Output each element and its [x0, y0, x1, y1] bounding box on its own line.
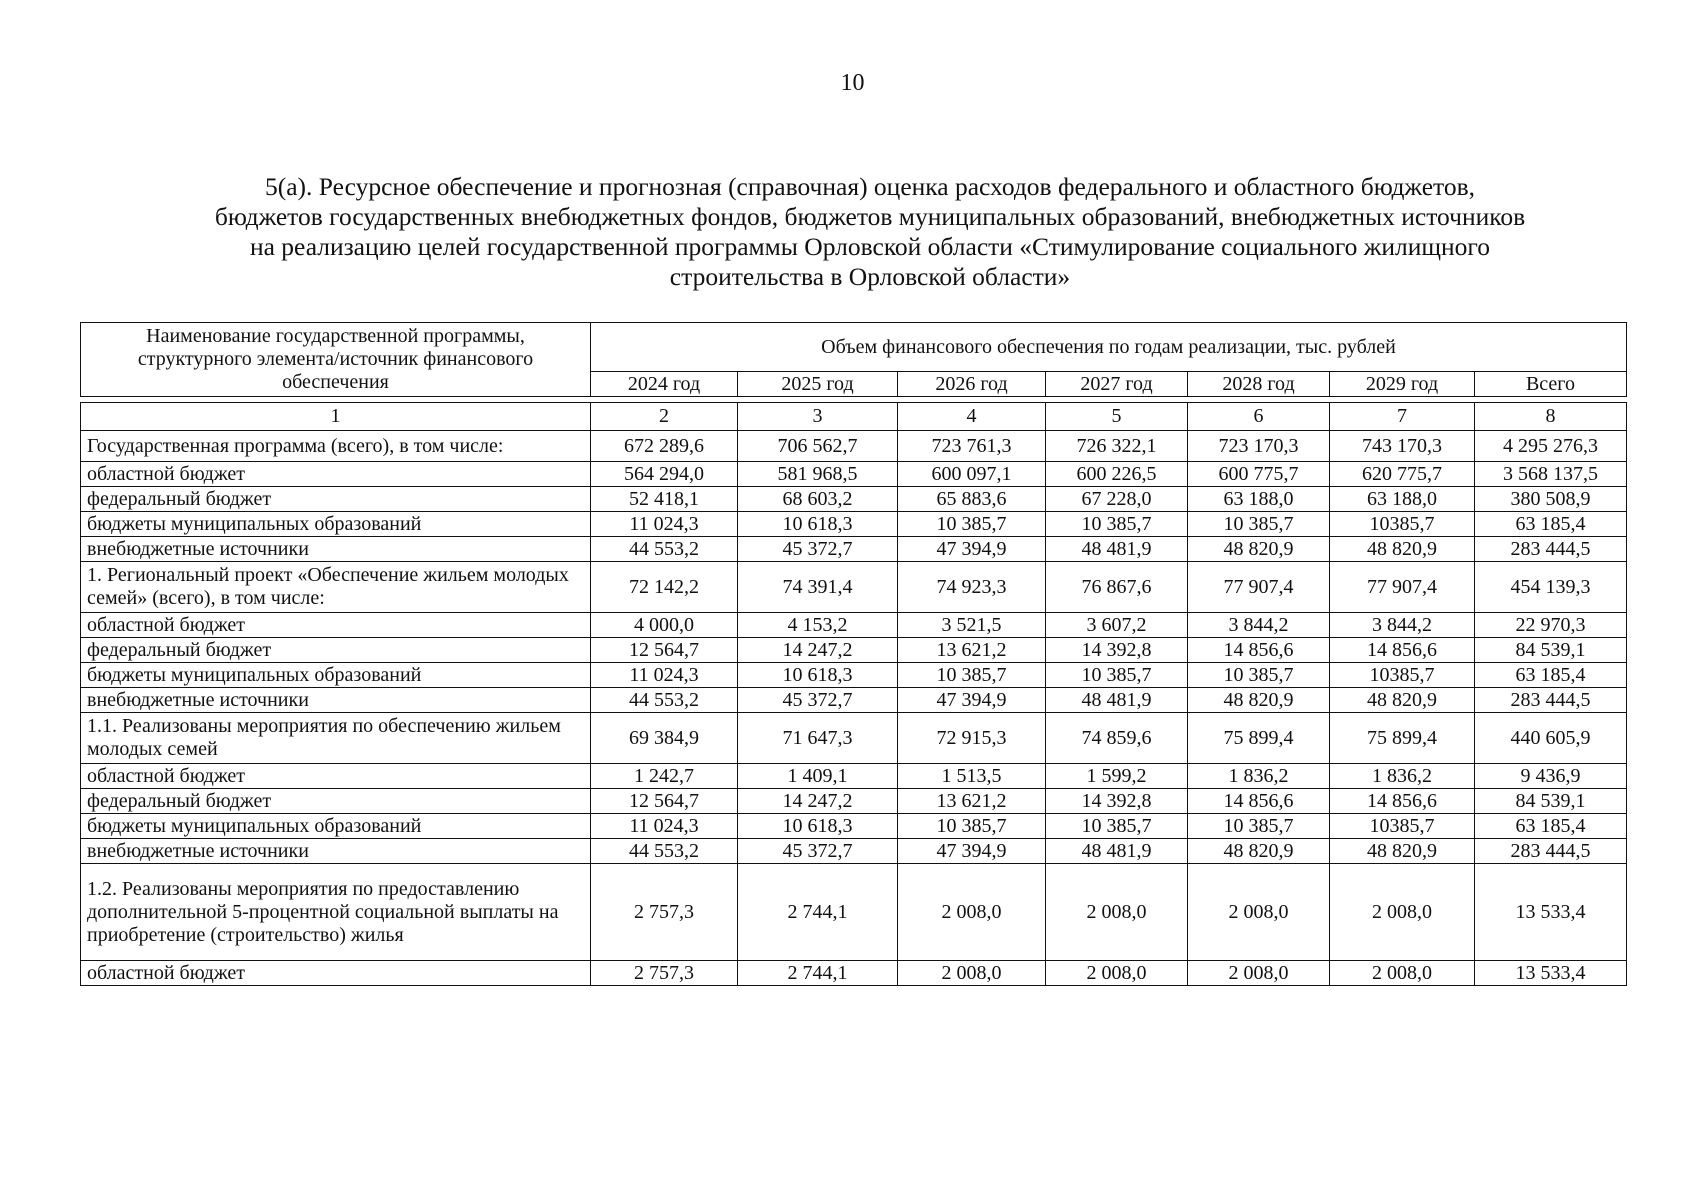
table-row: [81, 713, 1627, 764]
value-cell: 10 385,7: [1188, 814, 1330, 839]
column-index: 3: [738, 403, 898, 431]
value-cell: 14 247,2: [738, 789, 898, 814]
value-cell: 74 859,6: [1046, 713, 1188, 764]
value-cell: 10 385,7: [1046, 663, 1188, 688]
row-total-cell: 440 605,9: [1475, 713, 1627, 764]
row-label: Государственная программа (всего), в том числе:: [81, 431, 591, 462]
value-cell: 44 553,2: [591, 839, 738, 864]
value-cell: 1 836,2: [1330, 764, 1475, 789]
value-cell: 13 621,2: [898, 638, 1046, 663]
value-cell: 77 907,4: [1330, 562, 1475, 613]
value-cell: 600 775,7: [1188, 462, 1330, 487]
row-label: 1.1. Реализованы мероприятия по обеспечению жильем молодых семей: [81, 713, 591, 764]
value-cell: 564 294,0: [591, 462, 738, 487]
value-cell: 10 618,3: [738, 663, 898, 688]
row-total-cell: 63 185,4: [1475, 512, 1627, 537]
value-cell: 48 820,9: [1330, 537, 1475, 562]
value-cell: 48 820,9: [1330, 688, 1475, 713]
row-label: внебюджетные источники: [81, 839, 591, 864]
row-total-cell: 84 539,1: [1475, 789, 1627, 814]
value-cell: 48 820,9: [1188, 688, 1330, 713]
value-cell: 2 008,0: [1188, 864, 1330, 961]
value-cell: 3 607,2: [1046, 613, 1188, 638]
value-cell: 10 385,7: [1188, 663, 1330, 688]
table-row: [81, 462, 1627, 487]
title-line: на реализацию целей государственной программы Орловской области «Стимулирование социального жилищного: [249, 232, 1491, 261]
value-cell: 2 008,0: [898, 961, 1046, 986]
row-total-cell: 3 568 137,5: [1475, 462, 1627, 487]
value-cell: 75 899,4: [1330, 713, 1475, 764]
value-cell: 11 024,3: [591, 663, 738, 688]
value-cell: 48 481,9: [1046, 688, 1188, 713]
value-cell: 3 844,2: [1188, 613, 1330, 638]
year-header-2028: 2028 год: [1188, 372, 1330, 397]
value-cell: 52 418,1: [591, 487, 738, 512]
value-cell: 77 907,4: [1188, 562, 1330, 613]
row-label: бюджеты муниципальных образований: [81, 663, 591, 688]
value-cell: 600 226,5: [1046, 462, 1188, 487]
value-cell: 3 844,2: [1330, 613, 1475, 638]
value-cell: 581 968,5: [738, 462, 898, 487]
table-row: [81, 512, 1627, 537]
value-cell: 4 000,0: [591, 613, 738, 638]
value-cell: 13 621,2: [898, 789, 1046, 814]
value-cell: 72 915,3: [898, 713, 1046, 764]
name-column-header: Наименование государственной программы, структурного элемента/источник финансового обеспечения: [81, 323, 591, 397]
row-total-cell: 283 444,5: [1475, 688, 1627, 713]
year-header-2024: 2024 год: [591, 372, 738, 397]
table-row: [81, 688, 1627, 713]
year-header-2025: 2025 год: [738, 372, 898, 397]
value-cell: 47 394,9: [898, 537, 1046, 562]
value-cell: 14 247,2: [738, 638, 898, 663]
value-cell: 44 553,2: [591, 537, 738, 562]
column-index: 7: [1330, 403, 1475, 431]
row-label: областной бюджет: [81, 764, 591, 789]
value-cell: 10 385,7: [1046, 814, 1188, 839]
row-total-cell: 380 508,9: [1475, 487, 1627, 512]
value-cell: 47 394,9: [898, 839, 1046, 864]
title-line: строительства в Орловской области»: [669, 262, 1071, 291]
row-total-cell: 63 185,4: [1475, 663, 1627, 688]
year-header-2029: 2029 год: [1330, 372, 1475, 397]
value-cell: 48 820,9: [1188, 839, 1330, 864]
value-cell: 10 618,3: [738, 512, 898, 537]
value-cell: 44 553,2: [591, 688, 738, 713]
column-index: 2: [591, 403, 738, 431]
value-cell: 672 289,6: [591, 431, 738, 462]
row-label: 1. Региональный проект «Обеспечение жильем молодых семей» (всего), в том числе:: [81, 562, 591, 613]
value-cell: 2 008,0: [1330, 961, 1475, 986]
table-row: [81, 487, 1627, 512]
table-row: [81, 537, 1627, 562]
row-label: федеральный бюджет: [81, 638, 591, 663]
value-cell: 2 008,0: [1046, 864, 1188, 961]
value-cell: 14 392,8: [1046, 789, 1188, 814]
value-cell: 14 856,6: [1188, 789, 1330, 814]
table-row: [81, 839, 1627, 864]
table-row: [81, 431, 1627, 462]
row-total-cell: 283 444,5: [1475, 839, 1627, 864]
value-cell: 1 599,2: [1046, 764, 1188, 789]
value-cell: 10385,7: [1330, 663, 1475, 688]
value-cell: 45 372,7: [738, 688, 898, 713]
value-cell: 45 372,7: [738, 537, 898, 562]
column-index: 6: [1188, 403, 1330, 431]
value-cell: 600 097,1: [898, 462, 1046, 487]
title-line: 5(а). Ресурсное обеспечение и прогнозная (справочная) оценка расходов федерального и областного бюджетов,: [264, 172, 1476, 201]
row-total-cell: 13 533,4: [1475, 864, 1627, 961]
column-index: 4: [898, 403, 1046, 431]
value-cell: 14 856,6: [1330, 638, 1475, 663]
value-cell: 10 618,3: [738, 814, 898, 839]
value-cell: 10385,7: [1330, 814, 1475, 839]
table-row: [81, 663, 1627, 688]
value-cell: 2 008,0: [1188, 961, 1330, 986]
value-cell: 10 385,7: [898, 512, 1046, 537]
value-cell: 2 757,3: [591, 864, 738, 961]
table-row: [81, 814, 1627, 839]
value-cell: 4 153,2: [738, 613, 898, 638]
page-number: 10: [840, 70, 865, 96]
row-total-cell: 9 436,9: [1475, 764, 1627, 789]
value-cell: 2 744,1: [738, 864, 898, 961]
value-cell: 2 008,0: [898, 864, 1046, 961]
value-cell: 75 899,4: [1188, 713, 1330, 764]
row-total-cell: 22 970,3: [1475, 613, 1627, 638]
table-row: [81, 613, 1627, 638]
value-cell: 63 188,0: [1188, 487, 1330, 512]
value-cell: 12 564,7: [591, 638, 738, 663]
row-label: внебюджетные источники: [81, 537, 591, 562]
value-cell: 11 024,3: [591, 512, 738, 537]
row-total-cell: 454 139,3: [1475, 562, 1627, 613]
row-label: бюджеты муниципальных образований: [81, 512, 591, 537]
value-cell: 743 170,3: [1330, 431, 1475, 462]
value-cell: 68 603,2: [738, 487, 898, 512]
row-label: областной бюджет: [81, 961, 591, 986]
value-cell: 620 775,7: [1330, 462, 1475, 487]
value-cell: 11 024,3: [591, 814, 738, 839]
value-cell: 74 391,4: [738, 562, 898, 613]
value-cell: 726 322,1: [1046, 431, 1188, 462]
row-total-cell: 283 444,5: [1475, 537, 1627, 562]
value-cell: 67 228,0: [1046, 487, 1188, 512]
row-label: областной бюджет: [81, 613, 591, 638]
table-row: [81, 764, 1627, 789]
value-cell: 706 562,7: [738, 431, 898, 462]
value-cell: 45 372,7: [738, 839, 898, 864]
row-label: областной бюджет: [81, 462, 591, 487]
value-cell: 2 744,1: [738, 961, 898, 986]
value-cell: 1 242,7: [591, 764, 738, 789]
year-header-2027: 2027 год: [1046, 372, 1188, 397]
row-label: внебюджетные источники: [81, 688, 591, 713]
row-label: бюджеты муниципальных образований: [81, 814, 591, 839]
value-cell: 10 385,7: [898, 663, 1046, 688]
column-index: 1: [81, 403, 591, 431]
volume-header: Объем финансового обеспечения по годам реализации, тыс. рублей: [591, 323, 1627, 372]
value-cell: 72 142,2: [591, 562, 738, 613]
value-cell: 63 188,0: [1330, 487, 1475, 512]
value-cell: 14 856,6: [1330, 789, 1475, 814]
value-cell: 47 394,9: [898, 688, 1046, 713]
value-cell: 76 867,6: [1046, 562, 1188, 613]
value-cell: 10 385,7: [1188, 512, 1330, 537]
value-cell: 48 481,9: [1046, 537, 1188, 562]
value-cell: 65 883,6: [898, 487, 1046, 512]
table-row: [81, 864, 1627, 961]
column-index: 5: [1046, 403, 1188, 431]
value-cell: 10385,7: [1330, 512, 1475, 537]
table-row: [81, 789, 1627, 814]
budget-table: [80, 322, 1627, 986]
value-cell: 2 008,0: [1330, 864, 1475, 961]
value-cell: 48 481,9: [1046, 839, 1188, 864]
column-index-row: [81, 403, 1627, 431]
document-title: [90, 172, 1650, 292]
value-cell: 71 647,3: [738, 713, 898, 764]
value-cell: 48 820,9: [1330, 839, 1475, 864]
table-row: [81, 562, 1627, 613]
value-cell: 12 564,7: [591, 789, 738, 814]
value-cell: 3 521,5: [898, 613, 1046, 638]
value-cell: 1 409,1: [738, 764, 898, 789]
row-total-cell: 4 295 276,3: [1475, 431, 1627, 462]
table-row: [81, 638, 1627, 663]
title-line: бюджетов государственных внебюджетных фондов, бюджетов муниципальных образований, внебюджетных источников: [214, 202, 1526, 231]
row-label: федеральный бюджет: [81, 789, 591, 814]
value-cell: 48 820,9: [1188, 537, 1330, 562]
header-row: [81, 323, 1627, 372]
value-cell: 2 008,0: [1046, 961, 1188, 986]
table-row: [81, 961, 1627, 986]
value-cell: 723 170,3: [1188, 431, 1330, 462]
column-index: 8: [1475, 403, 1627, 431]
total-header: Всего: [1475, 372, 1627, 397]
row-total-cell: 63 185,4: [1475, 814, 1627, 839]
value-cell: 1 513,5: [898, 764, 1046, 789]
year-header-2026: 2026 год: [898, 372, 1046, 397]
row-total-cell: 13 533,4: [1475, 961, 1627, 986]
value-cell: 1 836,2: [1188, 764, 1330, 789]
row-label: федеральный бюджет: [81, 487, 591, 512]
value-cell: 69 384,9: [591, 713, 738, 764]
row-label: 1.2. Реализованы мероприятия по предоставлению дополнительной 5-процентной социальной выплаты на приобретение (строительство) жилья: [81, 864, 591, 961]
value-cell: 14 856,6: [1188, 638, 1330, 663]
row-total-cell: 84 539,1: [1475, 638, 1627, 663]
value-cell: 10 385,7: [1046, 512, 1188, 537]
value-cell: 723 761,3: [898, 431, 1046, 462]
value-cell: 74 923,3: [898, 562, 1046, 613]
value-cell: 2 757,3: [591, 961, 738, 986]
value-cell: 10 385,7: [898, 814, 1046, 839]
value-cell: 14 392,8: [1046, 638, 1188, 663]
